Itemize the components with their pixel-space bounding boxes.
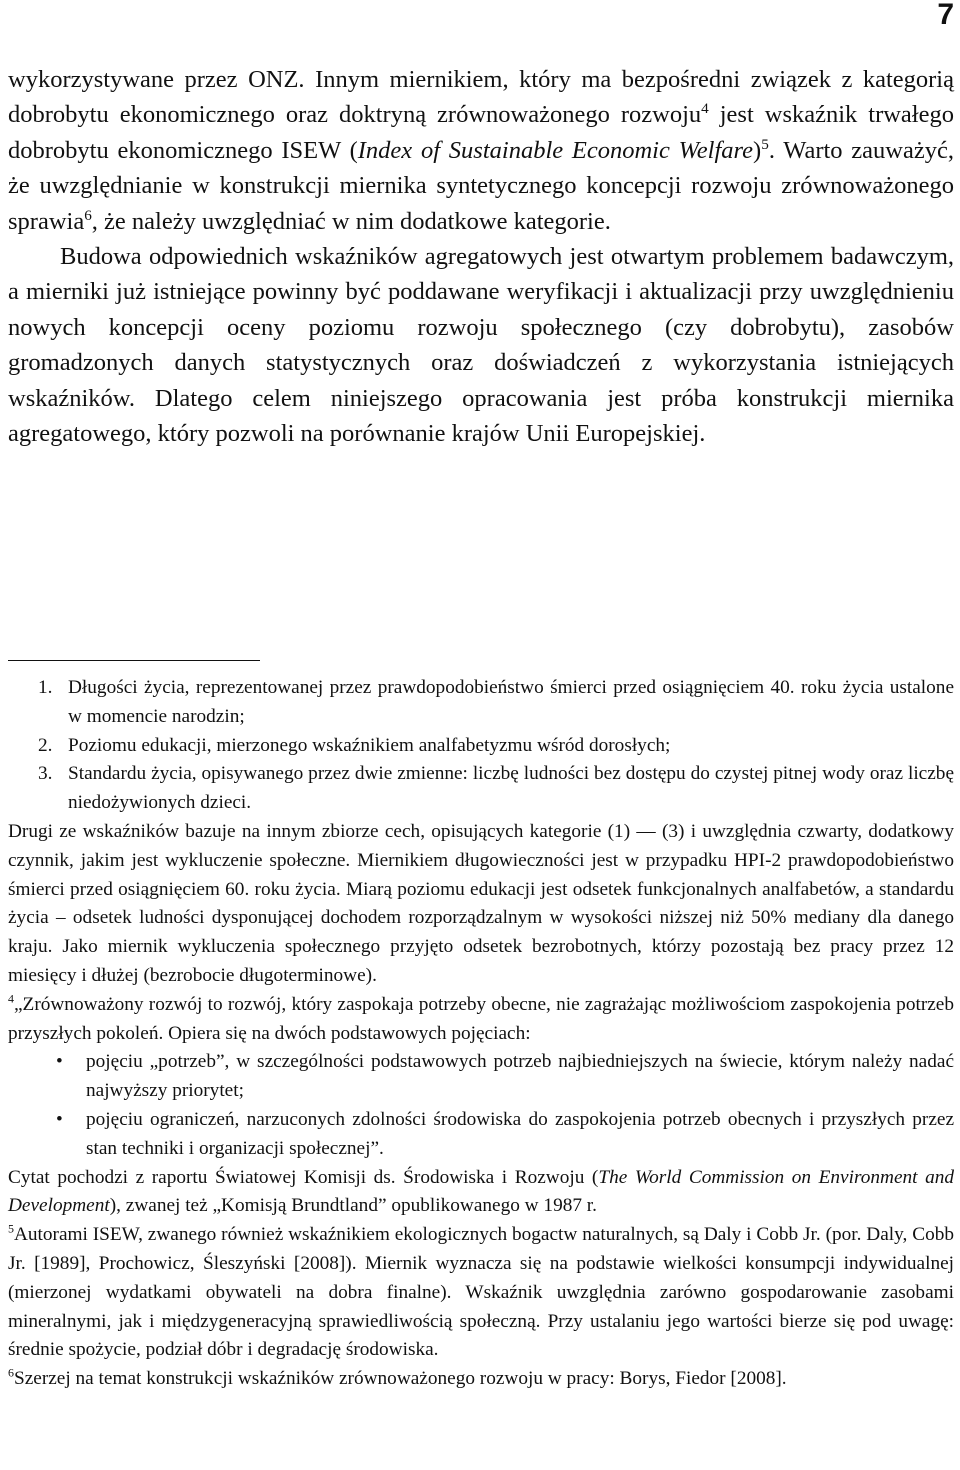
list-number: 2.: [38, 734, 53, 756]
bullet-item: [56, 1048, 954, 1106]
text-run: . Warto zauważyć, że uwzględnianie w konstrukcji miernika syntetycznego koncepcji rozwoju zrównoważonego sprawia: [8, 136, 954, 235]
footnote-4-bullets: [8, 1048, 954, 1163]
list-item: [38, 674, 954, 732]
page-number: 7: [937, 0, 954, 31]
italic-term: Index of Sustainable Economic Welfare: [357, 136, 754, 164]
list-number: 3.: [38, 763, 53, 785]
footnotes: [8, 674, 954, 1394]
footnote-text: Szerzej na temat konstrukcji wskaźników zrównoważonego rozwoju w pracy: Borys, Fiedor [2008].: [13, 1368, 787, 1390]
footnote-ref-4[interactable]: 4: [701, 100, 709, 118]
main-text: [8, 62, 954, 451]
bullet-icon: •: [56, 1051, 63, 1073]
paragraph-1: [8, 62, 954, 239]
footnote-text: „Zrównoważony rozwój to rozwój, który zaspokaja potrzeby obecne, nie zagrażając możliwościom zaspokojenia potrzeb przyszłych pokoleń. Opiera się na dwóch podstawowych pojęciach:: [8, 993, 954, 1044]
footnote-4: [8, 991, 954, 1049]
paragraph-2: Budowa odpowiednich wskaźników agregatowych jest otwartym problemem badawczym, a mierniki już istniejące powinny być poddawane weryfikacji i aktualizacji przy uwzględnieniu nowych koncepcji oceny poziomu rozwoju społecznego (czy dobrobytu), zasobów gromadzonych danych statystycznych oraz doświadczeń z wykorzystania istniejących wskaźników. Dlatego celem niniejszego opracowania jest próba konstrukcji miernika agregatowego, który pozwoli na porównanie krajów Unii Europejskiej.: [8, 243, 954, 448]
bullet-text: pojęciu „potrzeb”, w szczególności podstawowych potrzeb najbiedniejszych na świecie, którym należy nadać najwyższy priorytet;: [86, 1051, 954, 1102]
list-text: Standardu życia, opisywanego przez dwie zmienne: liczbę ludności bez dostępu do czystej pitnej wody oraz liczbę niedożywionych dzieci.: [68, 763, 954, 814]
text-run: jest wskaźnik trwałego dobrobytu ekonomicznego ISEW (: [8, 101, 954, 164]
bullet-text: pojęciu ograniczeń, narzuconych zdolności środowiska do zaspokojenia potrzeb obecnych i przyszłych przez stan techniki i organizacji społecznej”.: [86, 1108, 954, 1159]
footnote-5: [8, 1221, 954, 1365]
list-item: [38, 760, 954, 818]
list-number: 1.: [38, 677, 53, 698]
footnote-4-citation: [8, 1164, 954, 1222]
footnote-6: [8, 1365, 954, 1394]
italic-title: The World Commission on Environment and Development: [8, 1166, 954, 1217]
footnote-ref-5[interactable]: 5: [761, 135, 769, 153]
hpi2-paragraph: Drugi ze wskaźników bazuje na innym zbiorze cech, opisujących kategorie (1) — (3) i uwzględnia czwarty, dodatkowy czynnik, jakim jest wykluczenie społeczne. Miernikiem długowieczności jest w przypadku HPI-2 prawdopodobieństwo śmierci przed osiągnięciem 60. roku życia. Miarą poziomu edukacji jest odsetek funkcjonalnych analfabetów, a standardu życia – odsetek ludności dysponującej dochodem rozporządzalnym w wysokości niższej niż 50% mediany dla danego kraju. Jako miernik wykluczenia społecznego przyjęto odsetek bezrobotnych, którzy pozostają bez pracy przez 12 miesięcy i dłużej (bezrobocie długoterminowe).: [8, 820, 954, 986]
footnote-ref-6[interactable]: 6: [84, 206, 92, 224]
list-item: [38, 732, 954, 761]
text-run: , że należy uwzględniać w nim dodatkowe kategorie.: [91, 207, 611, 235]
footnote-text: Autorami ISEW, zwanego również wskaźnikiem ekologicznych bogactw naturalnych, są Daly i Cobb Jr. (por. Daly, Cobb Jr. [1989], Prochowicz, Śleszyński [2008]). Miernik wyznacza się na podstawie wielkości konsumpcji indywidualnej (mierzonej wydatkami obywateli na dobra finalne). Wskaźnik uwzględnia zarówno gospodarowanie zasobami mineralnymi, jak i międzygeneracyjną sprawiedliwością społeczną. Przy ustalaniu jego wartości bierze się pod uwagę: średnie spożycie, podział dóbr i degradację środowiska.: [8, 1224, 954, 1361]
bullet-icon: •: [56, 1108, 63, 1130]
text-run: wykorzystywane przez ONZ. Innym miernikiem, który ma bezpośredni związek z kategorią dobrobytu ekonomicznego oraz doktryną zrównoważonego rozwoju: [8, 66, 954, 129]
footnote-mark-4: 4: [8, 991, 14, 1006]
footnote-separator: [8, 660, 260, 661]
footnote-mark-5: 5: [8, 1221, 14, 1236]
text-run: ): [753, 136, 762, 164]
text-run: ), zwanej też „Komisją Brundtland” opublikowanego w 1987 r.: [109, 1195, 597, 1217]
text-run: Cytat pochodzi z raportu Światowej Komisji ds. Środowiska i Rozwoju (: [8, 1166, 599, 1188]
bullet-item: [56, 1106, 954, 1164]
list-text: Długości życia, reprezentowanej przez prawdopodobieństwo śmierci przed osiągnięciem 40. roku życia ustalone w momencie narodzin;: [68, 677, 954, 727]
footnote-mark-6: 6: [8, 1365, 14, 1380]
hpi-component-list: [8, 674, 954, 818]
list-text: Poziomu edukacji, mierzonego wskaźnikiem analfabetyzmu wśród dorosłych;: [68, 734, 671, 756]
